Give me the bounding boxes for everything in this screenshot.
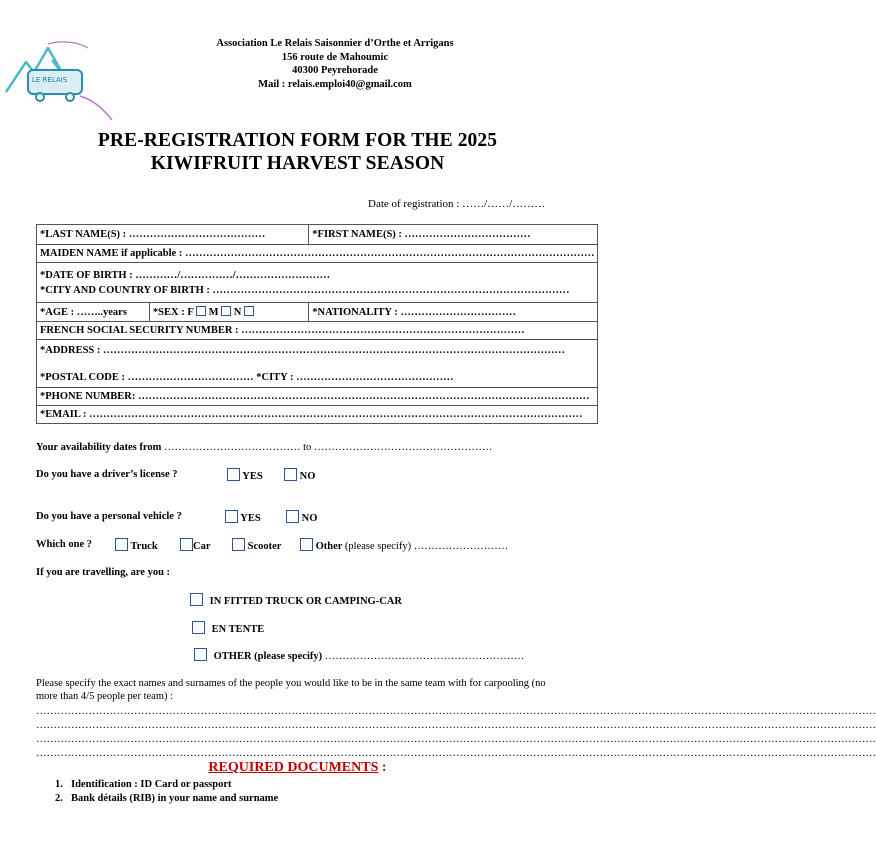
nationality-field[interactable]: *NATIONALITY : …………………………… xyxy=(309,303,598,322)
age-field[interactable]: *AGE : ……..years xyxy=(37,303,150,322)
vehicle-no-label: NO xyxy=(301,513,318,524)
scooter-checkbox[interactable] xyxy=(232,538,245,551)
postal-code-field[interactable]: *POSTAL CODE : ……………………………… xyxy=(40,372,254,383)
svg-text:LE RELAIS: LE RELAIS xyxy=(32,76,68,84)
fitted-truck-option xyxy=(190,593,402,607)
logo-icon xyxy=(4,40,116,124)
sex-n-checkbox[interactable] xyxy=(244,306,254,316)
availability-to-label: to xyxy=(303,442,312,453)
other-vehicle-specify[interactable]: (please specify) ……………………… xyxy=(344,541,509,552)
travelling-question: If you are travelling, are you : xyxy=(36,567,171,578)
car-checkbox[interactable] xyxy=(180,538,193,551)
org-street: 156 route de Mahoumic xyxy=(281,51,389,63)
carpool-line-2[interactable]: …………………………………………………………………………………………………………………………………………………………………………………………………………………… xyxy=(36,720,876,731)
license-yes-checkbox[interactable] xyxy=(227,468,240,481)
required-documents-colon: : xyxy=(381,760,387,775)
truck-option xyxy=(115,538,158,552)
email-field[interactable]: *EMAIL : …………………………………………………………………………………………………………………………… xyxy=(37,406,598,424)
city-field[interactable]: *CITY : ……………………………………… xyxy=(256,372,454,383)
sex-f-checkbox[interactable] xyxy=(196,306,206,316)
availability-from-field[interactable]: ………………………………… xyxy=(163,442,301,453)
date-of-registration[interactable]: Date of registration : ……/……/……… xyxy=(368,198,546,210)
address-field[interactable]: *ADDRESS : …………………………………………………………………………………………………………………… xyxy=(40,345,566,356)
license-no-label: NO xyxy=(299,471,316,482)
sex-m-checkbox[interactable] xyxy=(221,306,231,316)
carpool-line-4[interactable]: …………………………………………………………………………………………………………………………………………………………………………………………………………………… xyxy=(36,748,876,759)
availability-label: Your availability dates from xyxy=(36,442,162,453)
required-documents-heading xyxy=(0,760,595,776)
license-no-checkbox[interactable] xyxy=(284,468,297,481)
tent-option xyxy=(192,621,264,635)
sex-field xyxy=(149,303,308,322)
truck-label: Truck xyxy=(130,541,158,552)
other-vehicle-checkbox[interactable] xyxy=(300,538,313,551)
availability-to-field[interactable]: …………………………………………… xyxy=(313,442,493,453)
maiden-name-field[interactable]: MAIDEN NAME if applicable : ……………………………………………………………………………………………………… xyxy=(37,245,598,263)
vehicle-no-option xyxy=(286,510,317,524)
scooter-option xyxy=(232,538,281,552)
tent-label: EN TENTE xyxy=(211,624,265,635)
social-security-field[interactable]: FRENCH SOCIAL SECURITY NUMBER : ……………………………………………………………………… xyxy=(37,322,598,340)
required-documents-list xyxy=(55,778,278,805)
car-label: Car xyxy=(193,541,211,552)
license-no-option xyxy=(284,468,315,482)
org-mail: Mail : relais.emploi40@gmail.com xyxy=(258,78,412,90)
org-city: 40300 Peyrehorade xyxy=(292,65,378,76)
other-vehicle-option xyxy=(300,538,508,552)
fitted-truck-label: IN FITTED TRUCK OR CAMPING-CAR xyxy=(209,596,402,607)
tent-checkbox[interactable] xyxy=(192,621,205,634)
scooter-label: Scooter xyxy=(247,541,282,552)
date-of-birth-field[interactable]: *DATE OF BIRTH : …………/……………/……………………… xyxy=(40,269,331,281)
list-item: 2. Bank détails (RIB) in your name and surname xyxy=(55,792,279,804)
phone-field[interactable]: *PHONE NUMBER: ………………………………………………………………………………………………………………… xyxy=(37,388,598,406)
vehicle-yes-label: YES xyxy=(240,513,261,524)
last-name-field[interactable]: *LAST NAME(S) : ………………………………… xyxy=(37,225,309,245)
availability-row xyxy=(36,442,492,453)
other-travel-checkbox[interactable] xyxy=(194,648,207,661)
organization-header xyxy=(200,37,470,91)
truck-checkbox[interactable] xyxy=(115,538,128,551)
org-name: Association Le Relais Saisonnier d’Orthe et Arrigans xyxy=(216,38,454,49)
other-travel-label: OTHER (please specify) xyxy=(213,651,323,662)
personal-info-table xyxy=(36,224,598,424)
carpool-instructions: Please specify the exact names and surnames of the people you would like to be in the same team with for carpooling (no more than 4/5 people per team) : xyxy=(36,678,546,702)
city-country-birth-field[interactable]: *CITY AND COUNTRY OF BIRTH : ………………………………………………………………………………………… xyxy=(40,284,570,296)
vehicle-yes-option xyxy=(225,510,261,524)
license-question: Do you have a driver’s license ? xyxy=(36,469,178,480)
vehicle-question: Do you have a personal vehicle ? xyxy=(36,511,182,522)
list-item: 1. Identification : ID Card or passport xyxy=(55,779,232,790)
vehicle-yes-checkbox[interactable] xyxy=(225,510,238,523)
other-travel-specify[interactable]: ………………………………………………… xyxy=(324,651,525,662)
association-logo xyxy=(4,40,116,124)
page-title xyxy=(30,129,565,175)
car-option xyxy=(180,538,211,552)
which-one-label: Which one ? xyxy=(36,539,93,550)
license-yes-label: YES xyxy=(242,471,263,482)
vehicle-no-checkbox[interactable] xyxy=(286,510,299,523)
sex-m-label: M xyxy=(208,307,219,318)
fitted-truck-checkbox[interactable] xyxy=(190,593,203,606)
carpool-line-1[interactable]: …………………………………………………………………………………………………………………………………………………………………………………………………………………… xyxy=(36,706,876,717)
other-travel-option xyxy=(194,648,524,662)
title-line-1: PRE-REGISTRATION FORM FOR THE 2025 xyxy=(97,130,498,151)
other-vehicle-label: Other xyxy=(315,541,343,552)
license-yes-option xyxy=(227,468,263,482)
first-name-field[interactable]: *FIRST NAME(S) : ……………………………… xyxy=(309,225,598,245)
title-line-2: KIWIFRUIT HARVEST SEASON xyxy=(150,153,445,174)
required-documents-title: REQUIRED DOCUMENTS xyxy=(208,760,379,775)
sex-label: *SEX : F xyxy=(152,307,194,318)
sex-n-label: N xyxy=(233,307,242,318)
carpool-line-3[interactable]: …………………………………………………………………………………………………………………………………………………………………………………………………………………… xyxy=(36,734,876,745)
